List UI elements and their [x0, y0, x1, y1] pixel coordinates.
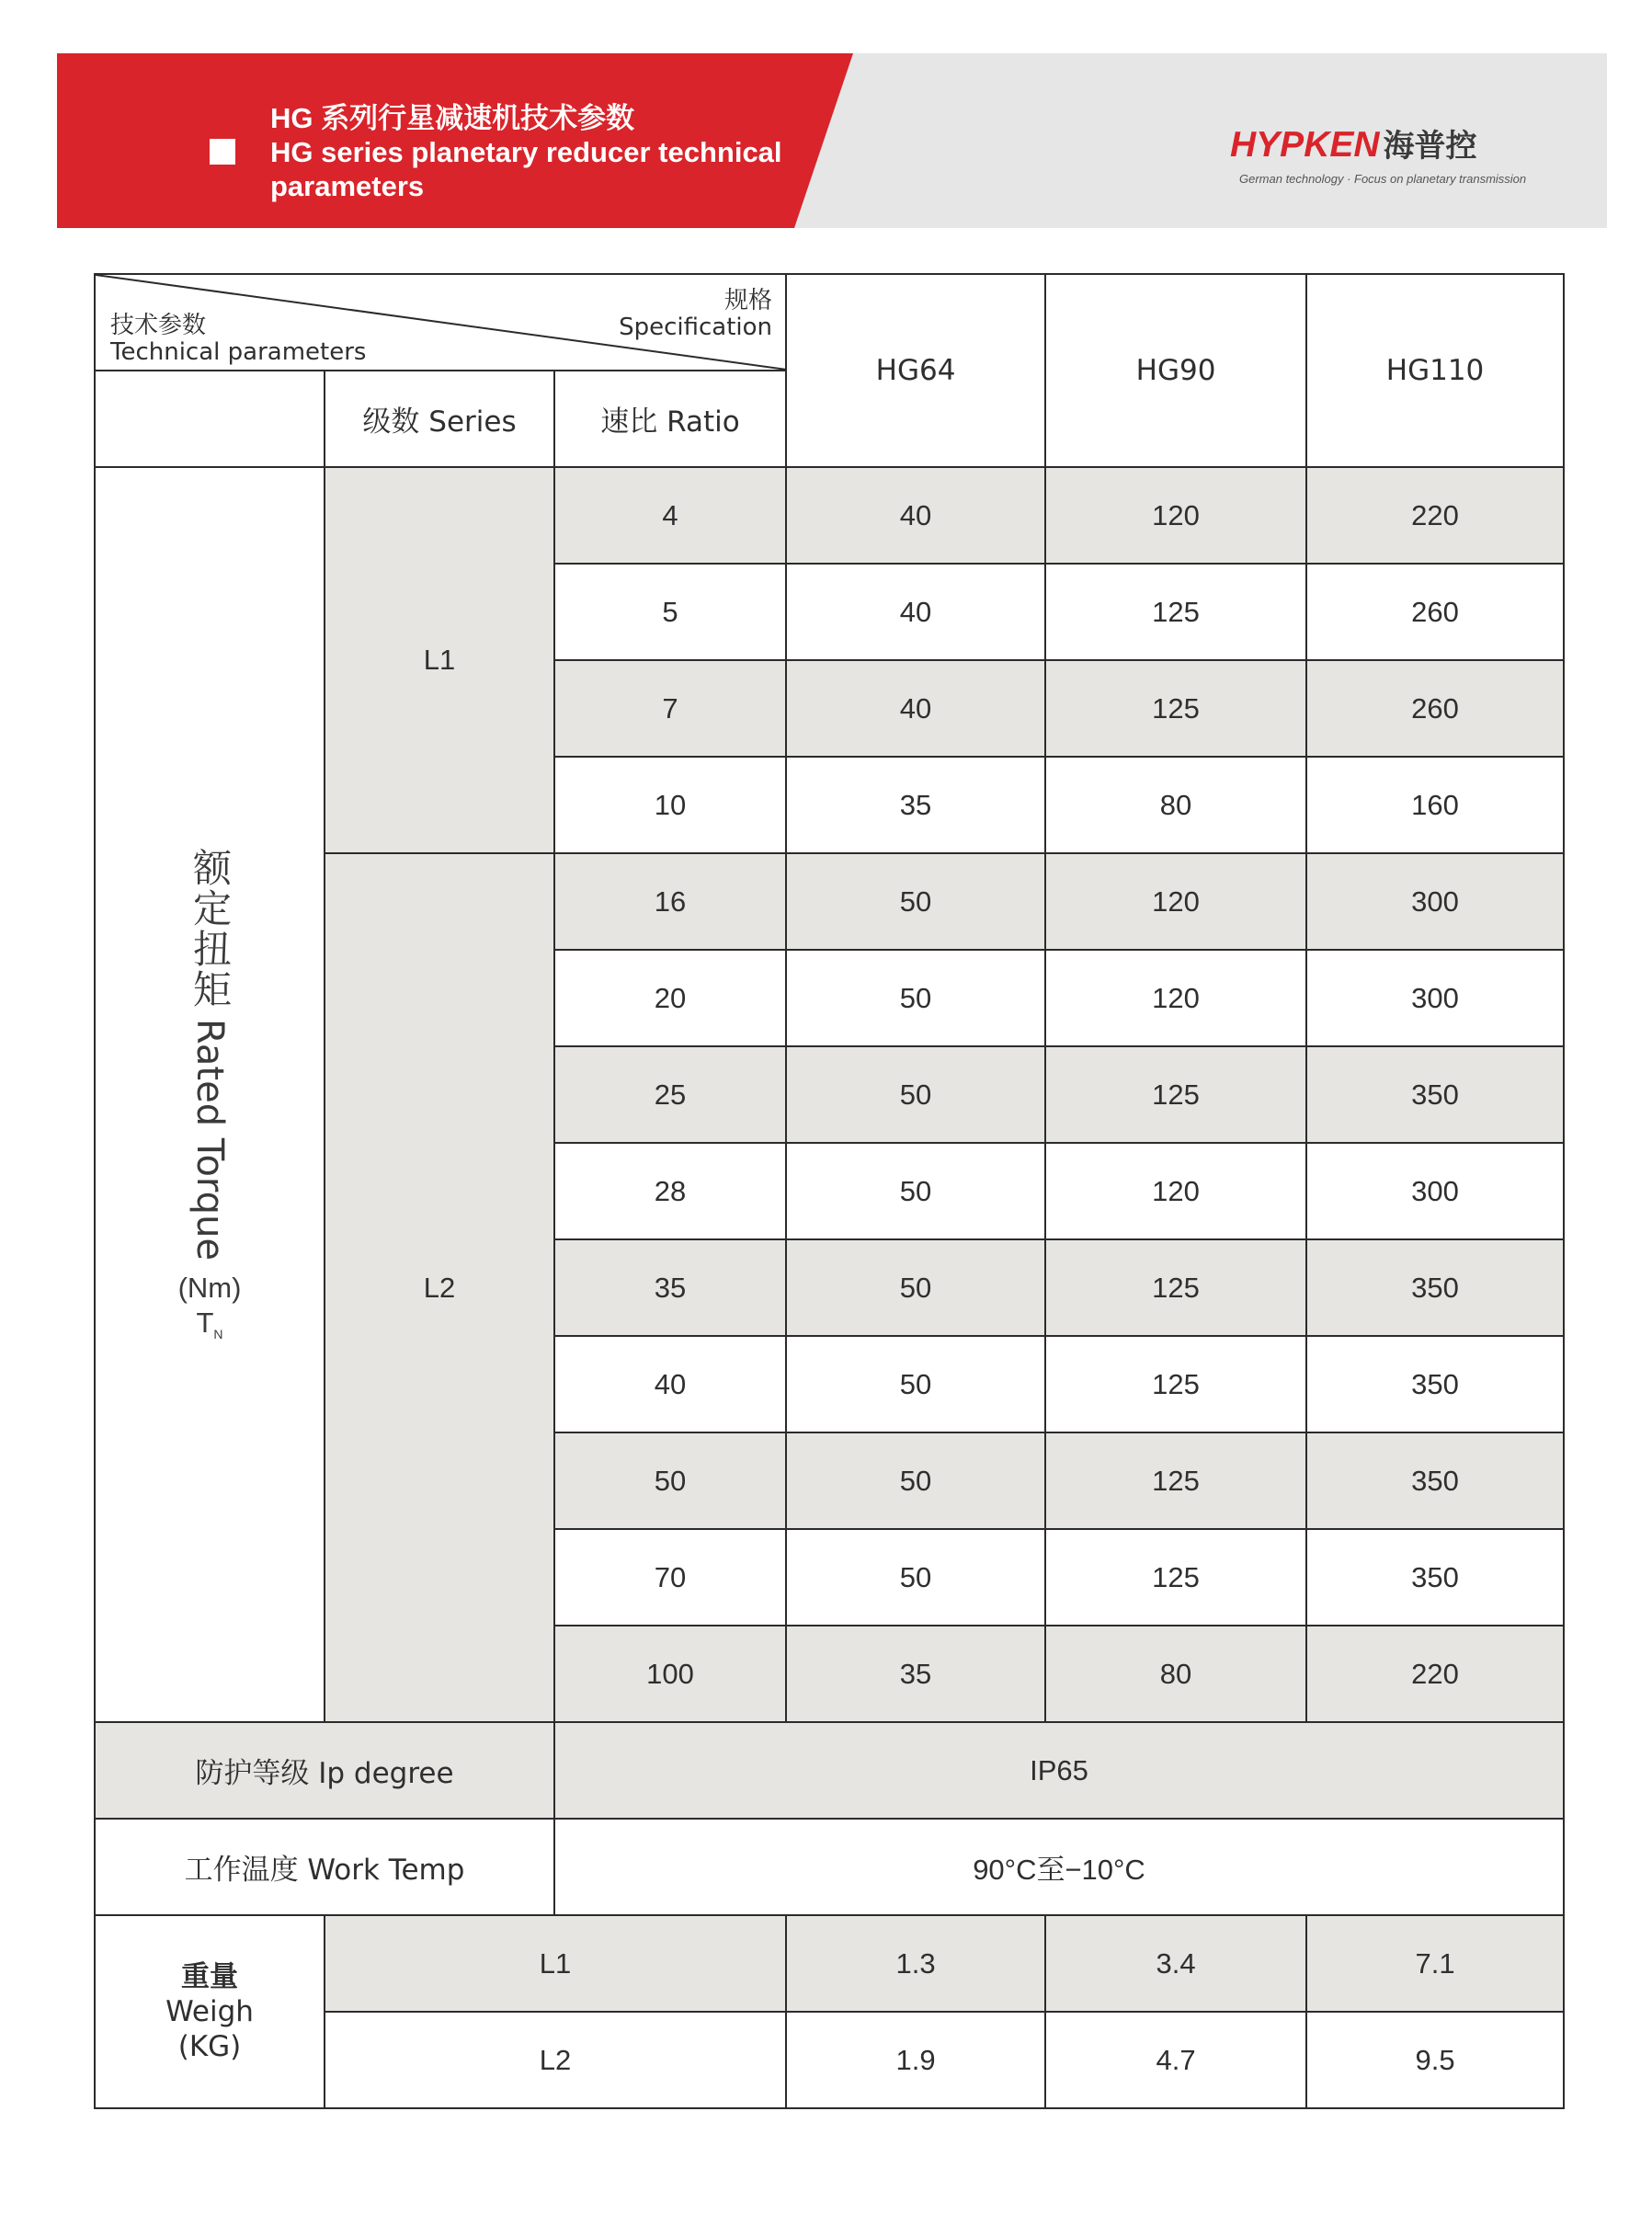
torque-value-cell: 40 [786, 660, 1045, 757]
torque-value-cell: 260 [1306, 564, 1564, 660]
torque-value-cell: 35 [786, 1626, 1045, 1722]
torque-value-cell: 50 [786, 1046, 1045, 1143]
series-cell: L1 [325, 467, 554, 853]
torque-value-cell: 50 [786, 950, 1045, 1046]
ratio-cell: 28 [554, 1143, 786, 1239]
torque-value-cell: 125 [1045, 660, 1306, 757]
torque-value-cell: 125 [1045, 1046, 1306, 1143]
torque-value-cell: 350 [1306, 1529, 1564, 1626]
torque-value-cell: 80 [1045, 757, 1306, 853]
brand-logo [1230, 125, 1527, 186]
work-temp-value: 90°C至−10°C [554, 1819, 1564, 1915]
torque-value-cell: 125 [1045, 1336, 1306, 1432]
torque-value-cell: 125 [1045, 1239, 1306, 1336]
torque-value-cell: 220 [1306, 1626, 1564, 1722]
weight-label-cn: 重量 [181, 1960, 238, 1993]
weight-series-cell: L2 [325, 2012, 786, 2108]
weight-value-cell: 7.1 [1306, 1915, 1564, 2012]
model-header-hg110: HG110 [1306, 274, 1564, 467]
rated-torque-label [95, 467, 325, 1722]
ratio-cell: 10 [554, 757, 786, 853]
brand-name: HYPKEN [1230, 125, 1380, 165]
parameter-table [94, 273, 1565, 2109]
torque-symbol-main: T [196, 1306, 214, 1339]
title-en-line1: HG series planetary reducer technical [270, 136, 782, 168]
empty-header-cell [95, 371, 325, 467]
torque-value-cell: 40 [786, 467, 1045, 564]
corner-header-cell [95, 274, 786, 371]
torque-value-cell: 50 [786, 1432, 1045, 1529]
torque-value-cell: 300 [1306, 1143, 1564, 1239]
torque-value-cell: 300 [1306, 853, 1564, 950]
ratio-cell: 100 [554, 1626, 786, 1722]
title-cn: HG 系列行星减速机技术参数 [270, 102, 635, 134]
ratio-cell: 7 [554, 660, 786, 757]
torque-value-cell: 160 [1306, 757, 1564, 853]
model-header-hg64: HG64 [786, 274, 1045, 467]
bullet-square-icon [210, 139, 235, 165]
weight-value-cell: 4.7 [1045, 2012, 1306, 2108]
ratio-cell: 70 [554, 1529, 786, 1626]
torque-value-cell: 125 [1045, 1529, 1306, 1626]
torque-value-cell: 50 [786, 1239, 1045, 1336]
weight-label [95, 1915, 325, 2108]
corner-left-cn: 技术参数 [110, 312, 207, 339]
ratio-cell: 35 [554, 1239, 786, 1336]
weight-value-cell: 1.3 [786, 1915, 1045, 2012]
torque-value-cell: 260 [1306, 660, 1564, 757]
model-header-hg90: HG90 [1045, 274, 1306, 467]
torque-value-cell: 120 [1045, 950, 1306, 1046]
ratio-header: 速比 Ratio [554, 371, 786, 467]
rated-torque-en: Rated Torque [188, 1018, 231, 1261]
corner-left-en: Technical parameters [110, 338, 367, 366]
torque-value-cell: 120 [1045, 1143, 1306, 1239]
torque-value-cell: 120 [1045, 853, 1306, 950]
ratio-cell: 4 [554, 467, 786, 564]
brand-tagline: German technology · Focus on planetary transmission [1239, 172, 1527, 186]
weight-unit: (KG) [177, 2030, 242, 2063]
ratio-cell: 40 [554, 1336, 786, 1432]
torque-value-cell: 125 [1045, 1432, 1306, 1529]
torque-value-cell: 220 [1306, 467, 1564, 564]
weight-label-en: Weigh [165, 1995, 254, 2028]
table-row [95, 1722, 1564, 1819]
ratio-cell: 50 [554, 1432, 786, 1529]
corner-right-en: Specification [619, 314, 773, 341]
header-banner [57, 53, 1607, 228]
ip-degree-value: IP65 [554, 1722, 1564, 1819]
ratio-cell: 20 [554, 950, 786, 1046]
ratio-cell: 5 [554, 564, 786, 660]
weight-value-cell: 9.5 [1306, 2012, 1564, 2108]
torque-value-cell: 35 [786, 757, 1045, 853]
torque-value-cell: 350 [1306, 1046, 1564, 1143]
torque-value-cell: 350 [1306, 1336, 1564, 1432]
ip-degree-label: 防护等级 Ip degree [95, 1722, 554, 1819]
torque-unit: (Nm) [177, 1271, 242, 1304]
rated-torque-cn: 额定扭矩 [188, 847, 233, 1010]
torque-value-cell: 50 [786, 1529, 1045, 1626]
brand-name-cn: 海普控 [1383, 129, 1477, 164]
ratio-cell: 25 [554, 1046, 786, 1143]
weight-value-cell: 1.9 [786, 2012, 1045, 2108]
weight-value-cell: 3.4 [1045, 1915, 1306, 2012]
table-row [95, 1915, 1564, 2012]
page-title [270, 101, 859, 203]
series-cell: L2 [325, 853, 554, 1722]
corner-right-cn: 规格 [724, 287, 773, 314]
torque-value-cell: 300 [1306, 950, 1564, 1046]
title-en-line2: parameters [270, 170, 425, 202]
table-row [95, 467, 1564, 564]
torque-value-cell: 50 [786, 853, 1045, 950]
torque-value-cell: 350 [1306, 1432, 1564, 1529]
torque-value-cell: 125 [1045, 564, 1306, 660]
ratio-cell: 16 [554, 853, 786, 950]
torque-symbol [196, 1307, 222, 1341]
series-header: 级数 Series [325, 371, 554, 467]
torque-value-cell: 350 [1306, 1239, 1564, 1336]
torque-value-cell: 120 [1045, 467, 1306, 564]
table-row [95, 1819, 1564, 1915]
torque-value-cell: 80 [1045, 1626, 1306, 1722]
torque-symbol-sub: N [213, 1327, 223, 1342]
torque-value-cell: 50 [786, 1143, 1045, 1239]
torque-value-cell: 50 [786, 1336, 1045, 1432]
weight-series-cell: L1 [325, 1915, 786, 2012]
work-temp-label: 工作温度 Work Temp [95, 1819, 554, 1915]
torque-value-cell: 40 [786, 564, 1045, 660]
